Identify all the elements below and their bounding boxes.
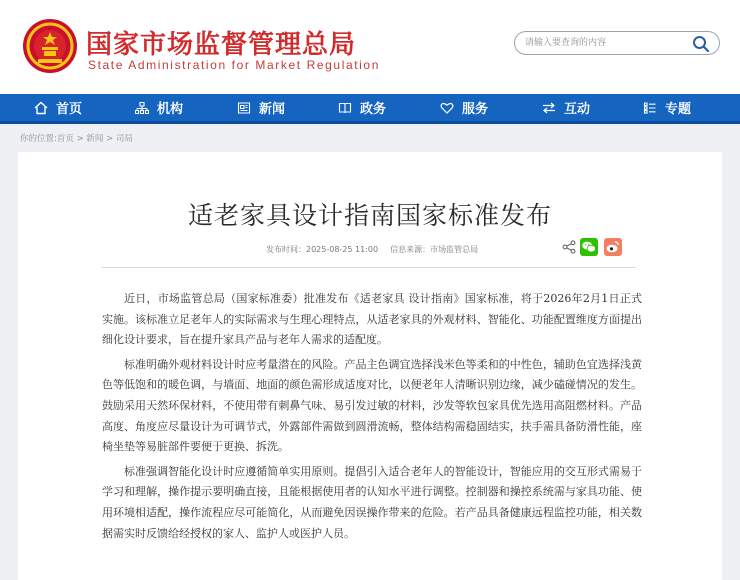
- nav-item-label: 互动: [564, 102, 591, 117]
- title-divider: [102, 267, 636, 268]
- home-icon: [34, 101, 48, 115]
- nav-item-label: 专题: [665, 102, 692, 117]
- breadcrumb[interactable]: 你的位置:首页 > 新闻 > 司局: [20, 134, 133, 144]
- nav-item-label: 新闻: [259, 102, 286, 117]
- article-paragraph: 标准强调智能化设计时应遵循简单实用原则。提倡引入适合老年人的智能设计，智能应用的交互形式需易于学习和理解，操作提示要明确直接，且能根据使用者的认知水平进行调整。控制器和操控系统需与家具功能、使用环境相适配，操作流程应尽可能简化，从而避免因误操作带来的危险。若产品具备健康远程监控功能，相关数据需实时反馈给经授权的家人、监护人或医护人员。: [102, 464, 642, 540]
- article-source: 信息来源：市场监管总局: [390, 245, 479, 254]
- org-chart-icon: [135, 101, 149, 115]
- site-header: [0, 0, 740, 94]
- list-icon: [643, 101, 657, 115]
- article-card: [18, 152, 722, 580]
- nav-item-gov[interactable]: [338, 94, 386, 121]
- nav-item-label: 政务: [360, 102, 387, 117]
- article-meta: [266, 244, 478, 255]
- article-paragraph: 标准明确外观材料设计时应考量潜在的风险。产品主色调宜选择浅米色等柔和的中性色，辅助色宜选择浅黄色等低饱和的暖色调，与墙面、地面的颜色需形成适度对比，以便老年人清晰识别边缘，减少磕碰情况的发生。鼓励采用天然环保材料，不使用带有刺鼻气味、易引发过敏的材料，沙发等软包家具优先选用高阻燃材料。产品高度、角度应尽量设计为可调节式，外露部件需做到圆滑流畅，整体结构需稳固结实，扶手需具备防滑性能，座椅坐垫等易脏部件要便于更换、拆洗。: [102, 357, 642, 454]
- nav-item-label: 首页: [56, 102, 83, 117]
- nav-item-interact[interactable]: [542, 94, 590, 121]
- search-box: [514, 31, 720, 55]
- publish-time: 发布时间：2025-08-25 11:00: [266, 245, 379, 254]
- nav-item-news[interactable]: [237, 94, 285, 121]
- national-emblem-icon[interactable]: [22, 18, 78, 74]
- weibo-icon[interactable]: [604, 238, 622, 256]
- nav-item-home[interactable]: [34, 94, 82, 121]
- article-paragraph: 近日，市场监管总局（国家标准委）批准发布《适老家具 设计指南》国家标准，将于2026年2月1日正式实施。该标准立足老年人的实际需求与生理心理特点，从适老家具的外观材料、智能化、功能配置维度方面提出细化设计要求，旨在提升家具产品与老年人需求的适配度。: [102, 292, 642, 347]
- exchange-icon: [542, 101, 556, 115]
- book-icon: [338, 101, 352, 115]
- nav-item-label: 机构: [157, 102, 184, 117]
- article-body: [102, 289, 642, 548]
- search-input[interactable]: [525, 35, 685, 51]
- nav-item-label: 服务: [462, 102, 489, 117]
- nav-item-org[interactable]: [135, 94, 183, 121]
- nav-item-service[interactable]: [440, 94, 488, 121]
- wechat-icon[interactable]: [580, 238, 598, 256]
- site-name-cn[interactable]: 国家市场监督管理总局: [86, 30, 357, 60]
- nav-item-topics[interactable]: [643, 94, 691, 121]
- news-icon: [237, 101, 251, 115]
- site-name-en: State Administration for Market Regulation: [88, 58, 380, 72]
- search-icon[interactable]: [691, 34, 711, 54]
- share-bar: [562, 238, 622, 256]
- main-nav: [0, 94, 740, 124]
- article-title: 适老家具设计指南国家标准发布: [187, 201, 552, 230]
- share-icon[interactable]: [562, 240, 576, 254]
- heart-icon: [440, 101, 454, 115]
